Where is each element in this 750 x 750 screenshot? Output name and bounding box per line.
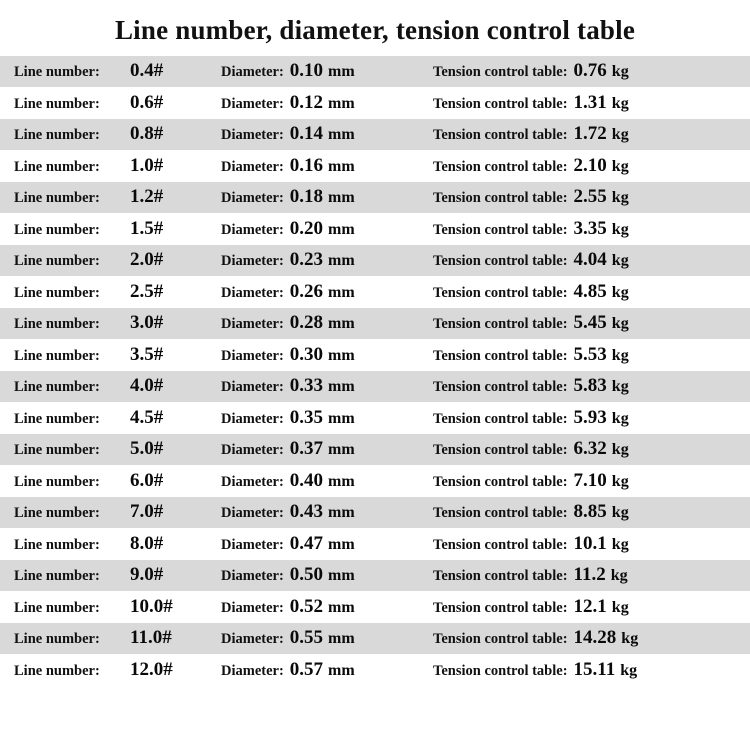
cell-line-number — [14, 659, 221, 681]
table-row — [0, 339, 750, 371]
table-row — [0, 654, 750, 686]
cell-diameter — [221, 470, 433, 492]
table-row — [0, 119, 750, 151]
value-line-number: 8.0# — [130, 532, 164, 554]
unit-tension: kg — [611, 94, 629, 112]
value-line-number: 0.6# — [130, 91, 164, 113]
table-row — [0, 560, 750, 592]
unit-tension: kg — [621, 630, 639, 648]
unit-tension: kg — [611, 441, 629, 459]
label-diameter: Diameter: — [221, 95, 284, 112]
cell-diameter — [221, 218, 433, 240]
cell-line-number — [14, 281, 221, 303]
unit-tension: kg — [611, 63, 629, 81]
unit-diameter: mm — [328, 189, 355, 207]
cell-diameter — [221, 60, 433, 82]
cell-line-number — [14, 627, 221, 649]
value-diameter: 0.30 — [289, 343, 324, 365]
table-row — [0, 87, 750, 119]
value-diameter: 0.52 — [289, 595, 324, 617]
label-diameter: Diameter: — [221, 64, 284, 81]
cell-tension — [433, 627, 740, 649]
label-line-number: Line number: — [14, 505, 100, 522]
label-tension: Tension control table: — [433, 64, 568, 81]
label-diameter: Diameter: — [221, 190, 284, 207]
label-line-number: Line number: — [14, 536, 100, 553]
value-diameter: 0.35 — [289, 406, 324, 428]
unit-diameter: mm — [328, 598, 355, 616]
value-tension: 1.72 — [573, 123, 607, 145]
value-tension: 2.55 — [573, 186, 607, 208]
value-line-number: 1.0# — [130, 154, 164, 176]
unit-tension: kg — [611, 283, 629, 301]
cell-diameter — [221, 249, 433, 271]
unit-tension: kg — [611, 472, 629, 490]
value-line-number: 6.0# — [130, 469, 164, 491]
value-diameter: 0.37 — [289, 438, 324, 460]
cell-diameter — [221, 312, 433, 334]
page-title: Line number, diameter, tension control table — [114, 15, 636, 45]
cell-line-number — [14, 438, 221, 460]
label-line-number: Line number: — [14, 64, 100, 81]
cell-tension — [433, 92, 740, 114]
table-row — [0, 245, 750, 277]
label-tension: Tension control table: — [433, 631, 568, 648]
unit-tension: kg — [610, 567, 628, 585]
table-row — [0, 56, 750, 88]
cell-line-number — [14, 60, 221, 82]
cell-tension — [433, 312, 740, 334]
cell-tension — [433, 249, 740, 271]
unit-diameter: mm — [328, 661, 355, 679]
table-row — [0, 434, 750, 466]
value-tension: 14.28 — [573, 627, 617, 649]
unit-diameter: mm — [328, 441, 355, 459]
label-diameter: Diameter: — [221, 158, 284, 175]
value-tension: 15.11 — [573, 658, 616, 680]
label-line-number: Line number: — [14, 347, 100, 364]
cell-diameter — [221, 186, 433, 208]
unit-tension: kg — [611, 252, 629, 270]
label-diameter: Diameter: — [221, 442, 284, 459]
cell-tension — [433, 533, 740, 555]
cell-diameter — [221, 407, 433, 429]
table-row — [0, 308, 750, 340]
unit-tension: kg — [611, 157, 629, 175]
value-tension: 11.2 — [573, 564, 606, 586]
label-line-number: Line number: — [14, 442, 100, 459]
label-tension: Tension control table: — [433, 379, 568, 396]
label-tension: Tension control table: — [433, 410, 568, 427]
label-diameter: Diameter: — [221, 410, 284, 427]
unit-diameter: mm — [328, 283, 355, 301]
label-tension: Tension control table: — [433, 473, 568, 490]
value-line-number: 3.0# — [130, 312, 164, 334]
cell-line-number — [14, 344, 221, 366]
value-diameter: 0.50 — [289, 564, 324, 586]
value-diameter: 0.57 — [289, 658, 324, 680]
value-line-number: 1.5# — [130, 217, 164, 239]
table-row — [0, 623, 750, 655]
value-tension: 1.31 — [573, 91, 607, 113]
cell-tension — [433, 344, 740, 366]
cell-line-number — [14, 312, 221, 334]
unit-diameter: mm — [328, 126, 355, 144]
value-tension: 12.1 — [573, 595, 607, 617]
label-tension: Tension control table: — [433, 253, 568, 270]
value-diameter: 0.33 — [289, 375, 324, 397]
unit-diameter: mm — [328, 504, 355, 522]
unit-tension: kg — [611, 126, 629, 144]
label-tension: Tension control table: — [433, 127, 568, 144]
cell-line-number — [14, 375, 221, 397]
cell-tension — [433, 186, 740, 208]
cell-line-number — [14, 533, 221, 555]
label-line-number: Line number: — [14, 127, 100, 144]
label-line-number: Line number: — [14, 95, 100, 112]
label-diameter: Diameter: — [221, 473, 284, 490]
cell-tension — [433, 596, 740, 618]
table-row — [0, 528, 750, 560]
value-tension: 7.10 — [573, 469, 607, 491]
cell-tension — [433, 501, 740, 523]
cell-diameter — [221, 375, 433, 397]
unit-tension: kg — [611, 346, 629, 364]
label-line-number: Line number: — [14, 190, 100, 207]
value-line-number: 4.0# — [130, 375, 164, 397]
cell-diameter — [221, 155, 433, 177]
value-line-number: 0.4# — [130, 60, 164, 82]
value-line-number: 0.8# — [130, 123, 164, 145]
cell-diameter — [221, 281, 433, 303]
label-diameter: Diameter: — [221, 253, 284, 270]
table-row — [0, 213, 750, 245]
cell-tension — [433, 375, 740, 397]
unit-tension: kg — [611, 220, 629, 238]
label-tension: Tension control table: — [433, 505, 568, 522]
value-line-number: 12.0# — [130, 658, 173, 680]
cell-line-number — [14, 470, 221, 492]
label-line-number: Line number: — [14, 631, 100, 648]
value-line-number: 1.2# — [130, 186, 164, 208]
cell-diameter — [221, 501, 433, 523]
unit-tension: kg — [611, 504, 629, 522]
value-tension: 0.76 — [573, 60, 607, 82]
spec-table — [0, 56, 750, 686]
unit-diameter: mm — [328, 94, 355, 112]
unit-tension: kg — [611, 409, 629, 427]
cell-line-number — [14, 218, 221, 240]
label-diameter: Diameter: — [221, 662, 284, 679]
label-tension: Tension control table: — [433, 599, 568, 616]
value-line-number: 2.0# — [130, 249, 164, 271]
value-diameter: 0.18 — [289, 186, 324, 208]
value-diameter: 0.40 — [289, 469, 324, 491]
value-line-number: 10.0# — [130, 595, 173, 617]
value-diameter: 0.14 — [289, 123, 324, 145]
table-row — [0, 276, 750, 308]
label-line-number: Line number: — [14, 379, 100, 396]
value-tension: 4.04 — [573, 249, 607, 271]
cell-diameter — [221, 123, 433, 145]
label-diameter: Diameter: — [221, 127, 284, 144]
label-line-number: Line number: — [14, 221, 100, 238]
cell-line-number — [14, 92, 221, 114]
value-line-number: 11.0# — [130, 627, 172, 649]
cell-diameter — [221, 344, 433, 366]
label-tension: Tension control table: — [433, 442, 568, 459]
label-tension: Tension control table: — [433, 190, 568, 207]
unit-diameter: mm — [328, 252, 355, 270]
value-diameter: 0.28 — [289, 312, 324, 334]
label-tension: Tension control table: — [433, 284, 568, 301]
label-line-number: Line number: — [14, 662, 100, 679]
label-line-number: Line number: — [14, 473, 100, 490]
label-diameter: Diameter: — [221, 379, 284, 396]
unit-tension: kg — [611, 598, 629, 616]
cell-tension — [433, 155, 740, 177]
label-line-number: Line number: — [14, 253, 100, 270]
label-line-number: Line number: — [14, 158, 100, 175]
value-tension: 8.85 — [573, 501, 607, 523]
label-tension: Tension control table: — [433, 316, 568, 333]
value-line-number: 7.0# — [130, 501, 164, 523]
unit-diameter: mm — [328, 157, 355, 175]
cell-line-number — [14, 596, 221, 618]
cell-diameter — [221, 659, 433, 681]
table-row — [0, 371, 750, 403]
cell-diameter — [221, 438, 433, 460]
value-tension: 2.10 — [573, 154, 607, 176]
cell-tension — [433, 281, 740, 303]
label-diameter: Diameter: — [221, 599, 284, 616]
value-tension: 5.83 — [573, 375, 607, 397]
unit-diameter: mm — [328, 346, 355, 364]
cell-diameter — [221, 92, 433, 114]
cell-diameter — [221, 627, 433, 649]
label-tension: Tension control table: — [433, 662, 568, 679]
cell-line-number — [14, 501, 221, 523]
unit-tension: kg — [611, 535, 629, 553]
label-line-number: Line number: — [14, 410, 100, 427]
cell-tension — [433, 438, 740, 460]
unit-tension: kg — [611, 378, 629, 396]
label-line-number: Line number: — [14, 316, 100, 333]
cell-tension — [433, 564, 740, 586]
label-line-number: Line number: — [14, 284, 100, 301]
cell-tension — [433, 218, 740, 240]
value-diameter: 0.26 — [289, 280, 324, 302]
value-diameter: 0.10 — [289, 60, 324, 82]
unit-diameter: mm — [328, 630, 355, 648]
value-diameter: 0.16 — [289, 154, 324, 176]
value-line-number: 3.5# — [130, 343, 164, 365]
label-diameter: Diameter: — [221, 221, 284, 238]
value-tension: 4.85 — [573, 280, 607, 302]
label-tension: Tension control table: — [433, 95, 568, 112]
value-line-number: 2.5# — [130, 280, 164, 302]
value-line-number: 4.5# — [130, 406, 164, 428]
label-line-number: Line number: — [14, 568, 100, 585]
cell-line-number — [14, 155, 221, 177]
value-diameter: 0.20 — [289, 217, 324, 239]
table-row — [0, 591, 750, 623]
unit-diameter: mm — [328, 315, 355, 333]
unit-tension: kg — [620, 661, 638, 679]
cell-tension — [433, 407, 740, 429]
cell-line-number — [14, 564, 221, 586]
label-tension: Tension control table: — [433, 158, 568, 175]
cell-diameter — [221, 564, 433, 586]
label-diameter: Diameter: — [221, 347, 284, 364]
label-line-number: Line number: — [14, 599, 100, 616]
value-diameter: 0.23 — [289, 249, 324, 271]
table-row — [0, 402, 750, 434]
cell-line-number — [14, 407, 221, 429]
label-diameter: Diameter: — [221, 505, 284, 522]
unit-diameter: mm — [328, 63, 355, 81]
label-tension: Tension control table: — [433, 568, 568, 585]
value-diameter: 0.55 — [289, 627, 324, 649]
cell-tension — [433, 470, 740, 492]
value-tension: 5.93 — [573, 406, 607, 428]
label-diameter: Diameter: — [221, 284, 284, 301]
value-tension: 5.45 — [573, 312, 607, 334]
value-line-number: 5.0# — [130, 438, 164, 460]
cell-tension — [433, 60, 740, 82]
value-tension: 6.32 — [573, 438, 607, 460]
table-row — [0, 465, 750, 497]
table-row — [0, 497, 750, 529]
unit-diameter: mm — [328, 378, 355, 396]
label-tension: Tension control table: — [433, 221, 568, 238]
unit-diameter: mm — [328, 567, 355, 585]
unit-diameter: mm — [328, 409, 355, 427]
cell-tension — [433, 123, 740, 145]
label-diameter: Diameter: — [221, 631, 284, 648]
cell-diameter — [221, 596, 433, 618]
unit-tension: kg — [611, 189, 629, 207]
label-diameter: Diameter: — [221, 316, 284, 333]
table-row — [0, 150, 750, 182]
value-tension: 5.53 — [573, 343, 607, 365]
value-tension: 3.35 — [573, 217, 607, 239]
unit-tension: kg — [611, 315, 629, 333]
value-line-number: 9.0# — [130, 564, 164, 586]
value-diameter: 0.47 — [289, 532, 324, 554]
label-tension: Tension control table: — [433, 536, 568, 553]
label-tension: Tension control table: — [433, 347, 568, 364]
cell-line-number — [14, 186, 221, 208]
unit-diameter: mm — [328, 472, 355, 490]
cell-line-number — [14, 123, 221, 145]
unit-diameter: mm — [328, 220, 355, 238]
unit-diameter: mm — [328, 535, 355, 553]
value-tension: 10.1 — [573, 532, 607, 554]
label-diameter: Diameter: — [221, 568, 284, 585]
value-diameter: 0.43 — [289, 501, 324, 523]
value-diameter: 0.12 — [289, 91, 324, 113]
cell-line-number — [14, 249, 221, 271]
cell-tension — [433, 659, 740, 681]
table-row — [0, 182, 750, 214]
cell-diameter — [221, 533, 433, 555]
label-diameter: Diameter: — [221, 536, 284, 553]
